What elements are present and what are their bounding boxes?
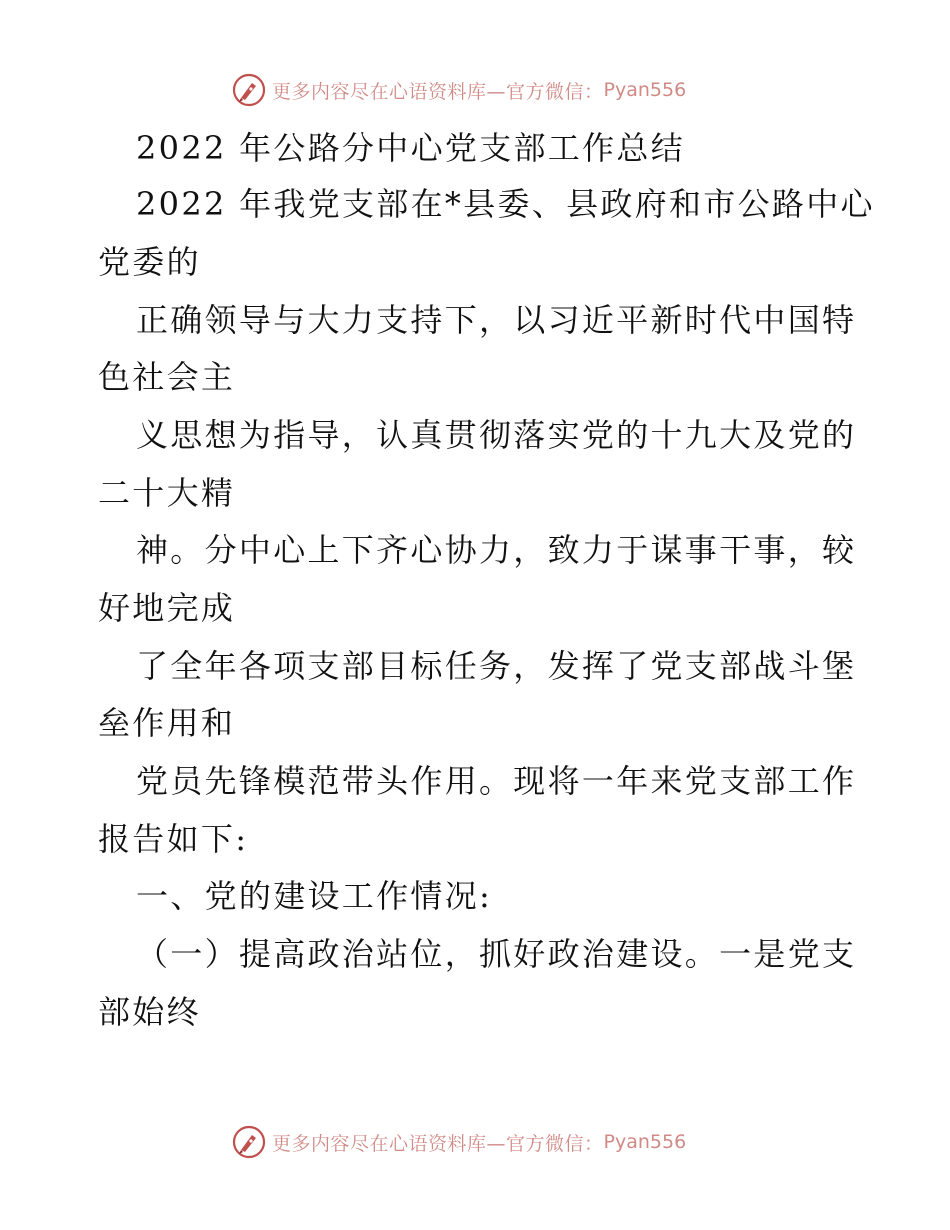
paragraph-line: 正确领导与大力支持下，以习近平新时代中国特: [136, 301, 857, 339]
paragraph-line: 垒作用和: [98, 704, 236, 742]
section-heading: 一、党的建设工作情况:: [136, 877, 493, 915]
paragraph-line: 报告如下:: [98, 820, 249, 858]
watermark-wechat-id: Pyan556: [603, 1131, 687, 1153]
watermark-wechat-id: Pyan556: [603, 79, 687, 101]
paragraph-line: 二十大精: [98, 474, 236, 512]
pen-nib-logo-icon: [232, 1125, 266, 1159]
paragraph-line: 2022 年我党支部在*县委、县政府和市公路中心: [136, 185, 875, 223]
paragraph-line: 党委的: [98, 243, 201, 281]
watermark-text: 更多内容尽在心语资料库—官方微信：: [272, 1132, 604, 1155]
document-title: 2022 年公路分中心党支部工作总结: [136, 129, 686, 167]
paragraph-line: 党员先锋模范带头作用。现将一年来党支部工作: [136, 762, 857, 800]
pen-nib-logo-icon: [232, 73, 266, 107]
paragraph-line: 好地完成: [98, 589, 236, 627]
paragraph-line: 色社会主: [98, 358, 236, 396]
footer-watermark: [0, 1122, 950, 1162]
paragraph-line: 神。分中心上下齐心协力，致力于谋事干事，较: [136, 531, 857, 569]
paragraph-line: 部始终: [98, 993, 201, 1031]
paragraph-line: 义思想为指导，认真贯彻落实党的十九大及党的: [136, 416, 857, 454]
header-watermark: [0, 70, 950, 110]
paragraph-line: 了全年各项支部目标任务，发挥了党支部战斗堡: [136, 647, 857, 685]
watermark-text: 更多内容尽在心语资料库—官方微信：: [272, 80, 604, 103]
paragraph-line: （一）提高政治站位，抓好政治建设。一是党支: [136, 935, 857, 973]
